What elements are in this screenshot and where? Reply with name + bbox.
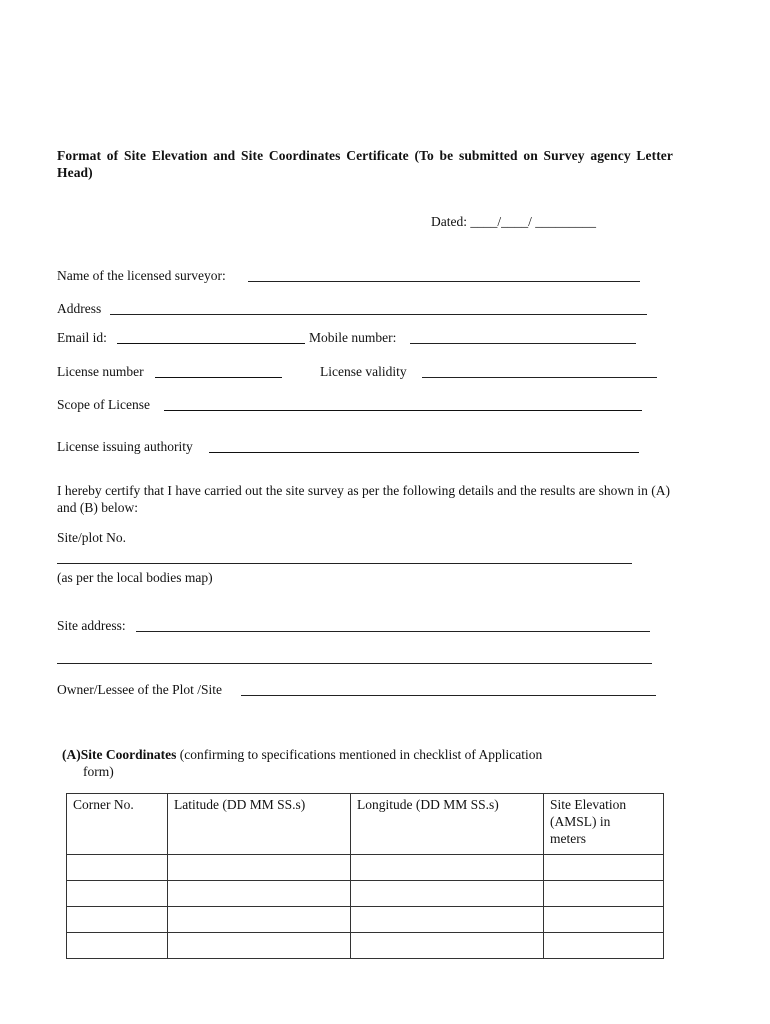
table-row bbox=[67, 855, 664, 881]
section-a-line1 bbox=[62, 746, 657, 763]
license-number-label: License number bbox=[57, 364, 144, 379]
table-cell[interactable] bbox=[544, 881, 664, 907]
section-a-heading: Site Coordinates bbox=[80, 747, 177, 762]
table-cell[interactable] bbox=[168, 933, 351, 959]
mobile-field[interactable] bbox=[410, 343, 636, 344]
address-field[interactable] bbox=[110, 314, 647, 315]
scope-label: Scope of License bbox=[57, 397, 150, 412]
table-cell[interactable] bbox=[168, 907, 351, 933]
table-row bbox=[67, 907, 664, 933]
header-latitude: Latitude (DD MM SS.s) bbox=[168, 794, 351, 855]
site-address-label: Site address: bbox=[57, 618, 126, 633]
table-row bbox=[67, 881, 664, 907]
license-validity-label: License validity bbox=[320, 364, 407, 379]
table-cell[interactable] bbox=[67, 881, 168, 907]
issuing-authority-label: License issuing authority bbox=[57, 439, 193, 454]
table-cell[interactable] bbox=[67, 933, 168, 959]
site-plot-note: (as per the local bodies map) bbox=[57, 570, 213, 585]
table-cell[interactable] bbox=[544, 855, 664, 881]
table-cell[interactable] bbox=[351, 855, 544, 881]
header-elevation-line3: meters bbox=[550, 831, 586, 846]
table-row bbox=[67, 933, 664, 959]
table-header-row bbox=[67, 794, 664, 855]
owner-field[interactable] bbox=[241, 695, 656, 696]
table-cell[interactable] bbox=[67, 855, 168, 881]
table-cell[interactable] bbox=[351, 907, 544, 933]
email-field[interactable] bbox=[117, 343, 305, 344]
dated-tail: ___ bbox=[575, 214, 596, 229]
mobile-label: Mobile number: bbox=[309, 330, 397, 345]
header-elevation-line2: (AMSL) in bbox=[550, 814, 611, 829]
dated-text: Dated: ____/____/ ______ bbox=[431, 214, 576, 229]
table-cell[interactable] bbox=[67, 907, 168, 933]
scope-field[interactable] bbox=[164, 410, 642, 411]
header-site-elevation bbox=[544, 794, 664, 855]
email-label: Email id: bbox=[57, 330, 107, 345]
site-plot-label: Site/plot No. bbox=[57, 530, 127, 545]
license-number-field[interactable] bbox=[155, 377, 282, 378]
header-corner-no: Corner No. bbox=[67, 794, 168, 855]
surveyor-name-field[interactable] bbox=[248, 281, 640, 282]
header-longitude: Longitude (DD MM SS.s) bbox=[351, 794, 544, 855]
site-plot-field[interactable] bbox=[57, 563, 632, 564]
address-label: Address bbox=[57, 301, 102, 316]
table-cell[interactable] bbox=[351, 881, 544, 907]
section-a-text-1: (confirming to specifications mentioned in checklist of Application bbox=[179, 747, 543, 762]
table-cell[interactable] bbox=[351, 933, 544, 959]
section-a-text-2: form) bbox=[83, 764, 114, 779]
surveyor-name-label: Name of the licensed surveyor: bbox=[57, 268, 226, 283]
certificate-title: Format of Site Elevation and Site Coordinates Certificate (To be submitted on Survey agency Letter Head) bbox=[57, 148, 673, 180]
certify-paragraph: I hereby certify that I have carried out the site survey as per the following details and the results are shown in (A) and (B) below: bbox=[57, 483, 670, 515]
section-a-marker: (A) bbox=[62, 747, 81, 762]
coordinates-table bbox=[66, 793, 664, 959]
issuing-authority-field[interactable] bbox=[209, 452, 639, 453]
table-cell[interactable] bbox=[544, 907, 664, 933]
site-address-field[interactable] bbox=[136, 631, 650, 632]
table-cell[interactable] bbox=[168, 881, 351, 907]
header-elevation-line1: Site Elevation bbox=[550, 797, 627, 812]
owner-label: Owner/Lessee of the Plot /Site bbox=[57, 682, 222, 697]
table-cell[interactable] bbox=[168, 855, 351, 881]
dated-label bbox=[431, 213, 596, 230]
license-validity-field[interactable] bbox=[422, 377, 657, 378]
section-a bbox=[62, 746, 657, 780]
site-address-field-line2[interactable] bbox=[57, 663, 652, 664]
table-cell[interactable] bbox=[544, 933, 664, 959]
